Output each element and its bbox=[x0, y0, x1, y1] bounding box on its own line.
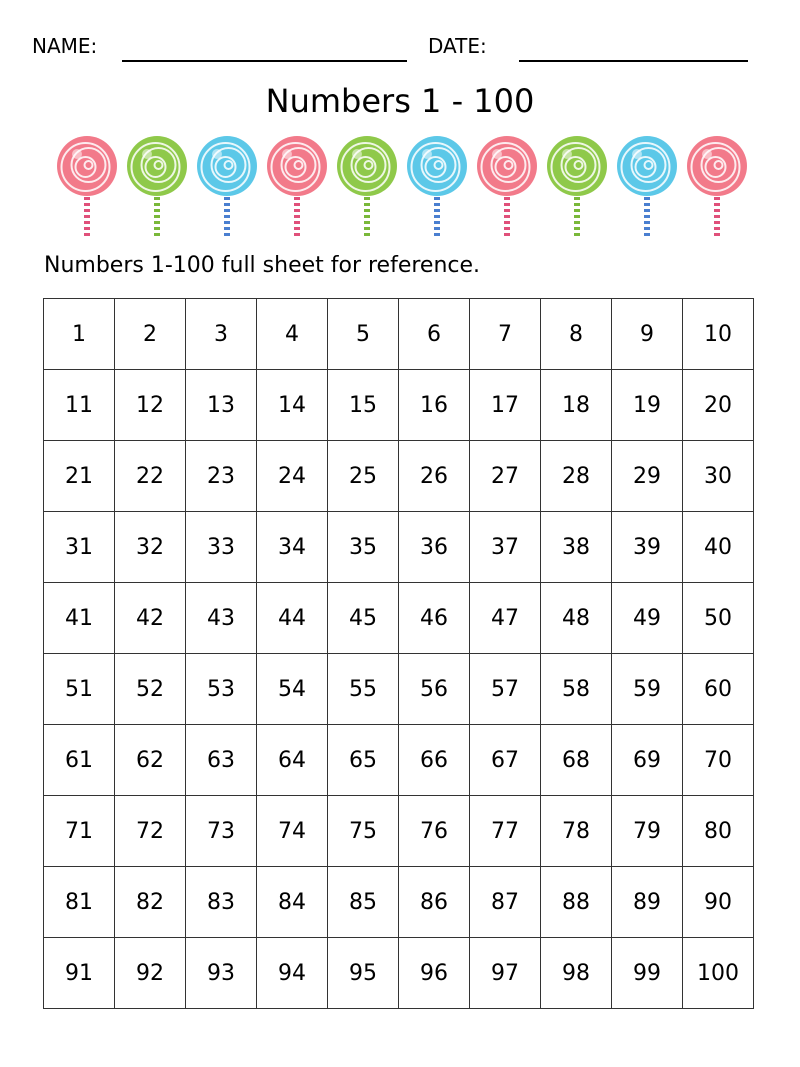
grid-cell: 20 bbox=[683, 370, 754, 441]
lollipop-icon bbox=[57, 136, 117, 239]
grid-row bbox=[44, 654, 754, 725]
grid-cell: 75 bbox=[328, 796, 399, 867]
grid-cell: 2 bbox=[115, 299, 186, 370]
grid-cell: 91 bbox=[44, 938, 115, 1009]
grid-cell: 70 bbox=[683, 725, 754, 796]
page-title: Numbers 1 - 100 bbox=[265, 82, 535, 120]
grid-cell: 92 bbox=[115, 938, 186, 1009]
grid-cell: 46 bbox=[399, 583, 470, 654]
date-field-line[interactable] bbox=[519, 60, 748, 62]
grid-cell: 94 bbox=[257, 938, 328, 1009]
grid-cell: 42 bbox=[115, 583, 186, 654]
grid-cell: 57 bbox=[470, 654, 541, 725]
grid-cell: 67 bbox=[470, 725, 541, 796]
grid-cell: 3 bbox=[186, 299, 257, 370]
grid-cell: 96 bbox=[399, 938, 470, 1009]
grid-cell: 84 bbox=[257, 867, 328, 938]
grid-cell: 88 bbox=[541, 867, 612, 938]
grid-cell: 4 bbox=[257, 299, 328, 370]
lollipop-icon bbox=[337, 136, 397, 239]
lollipop-icon bbox=[127, 136, 187, 239]
grid-cell: 77 bbox=[470, 796, 541, 867]
grid-cell: 11 bbox=[44, 370, 115, 441]
grid-cell: 17 bbox=[470, 370, 541, 441]
grid-cell: 32 bbox=[115, 512, 186, 583]
grid-cell: 55 bbox=[328, 654, 399, 725]
grid-cell: 28 bbox=[541, 441, 612, 512]
grid-row bbox=[44, 441, 754, 512]
grid-cell: 97 bbox=[470, 938, 541, 1009]
grid-cell: 69 bbox=[612, 725, 683, 796]
grid-cell: 89 bbox=[612, 867, 683, 938]
grid-cell: 73 bbox=[186, 796, 257, 867]
lollipop-icon bbox=[687, 136, 747, 239]
grid-row bbox=[44, 938, 754, 1009]
grid-cell: 62 bbox=[115, 725, 186, 796]
grid-cell: 79 bbox=[612, 796, 683, 867]
grid-cell: 63 bbox=[186, 725, 257, 796]
grid-cell: 43 bbox=[186, 583, 257, 654]
grid-cell: 9 bbox=[612, 299, 683, 370]
grid-cell: 68 bbox=[541, 725, 612, 796]
grid-cell: 66 bbox=[399, 725, 470, 796]
date-label: DATE: bbox=[428, 34, 487, 58]
grid-cell: 59 bbox=[612, 654, 683, 725]
grid-cell: 90 bbox=[683, 867, 754, 938]
grid-cell: 12 bbox=[115, 370, 186, 441]
grid-cell: 38 bbox=[541, 512, 612, 583]
grid-cell: 81 bbox=[44, 867, 115, 938]
grid-cell: 47 bbox=[470, 583, 541, 654]
grid-cell: 87 bbox=[470, 867, 541, 938]
lollipop-icon bbox=[477, 136, 537, 239]
grid-cell: 72 bbox=[115, 796, 186, 867]
grid-cell: 5 bbox=[328, 299, 399, 370]
grid-row bbox=[44, 299, 754, 370]
grid-cell: 39 bbox=[612, 512, 683, 583]
grid-cell: 37 bbox=[470, 512, 541, 583]
number-grid bbox=[43, 298, 754, 1009]
grid-cell: 82 bbox=[115, 867, 186, 938]
grid-cell: 51 bbox=[44, 654, 115, 725]
grid-cell: 24 bbox=[257, 441, 328, 512]
lollipop-icon bbox=[197, 136, 257, 239]
grid-cell: 25 bbox=[328, 441, 399, 512]
grid-cell: 16 bbox=[399, 370, 470, 441]
grid-cell: 56 bbox=[399, 654, 470, 725]
grid-cell: 40 bbox=[683, 512, 754, 583]
grid-cell: 98 bbox=[541, 938, 612, 1009]
grid-cell: 8 bbox=[541, 299, 612, 370]
grid-cell: 10 bbox=[683, 299, 754, 370]
grid-cell: 52 bbox=[115, 654, 186, 725]
subtitle: Numbers 1-100 full sheet for reference. bbox=[44, 253, 481, 278]
grid-cell: 78 bbox=[541, 796, 612, 867]
grid-cell: 65 bbox=[328, 725, 399, 796]
grid-cell: 85 bbox=[328, 867, 399, 938]
grid-cell: 95 bbox=[328, 938, 399, 1009]
grid-cell: 13 bbox=[186, 370, 257, 441]
lollipop-decoration bbox=[52, 136, 752, 242]
grid-cell: 18 bbox=[541, 370, 612, 441]
grid-cell: 30 bbox=[683, 441, 754, 512]
grid-cell: 23 bbox=[186, 441, 257, 512]
grid-cell: 36 bbox=[399, 512, 470, 583]
grid-row bbox=[44, 583, 754, 654]
grid-cell: 60 bbox=[683, 654, 754, 725]
grid-cell: 54 bbox=[257, 654, 328, 725]
grid-cell: 41 bbox=[44, 583, 115, 654]
grid-cell: 86 bbox=[399, 867, 470, 938]
grid-cell: 26 bbox=[399, 441, 470, 512]
grid-cell: 48 bbox=[541, 583, 612, 654]
grid-cell: 1 bbox=[44, 299, 115, 370]
grid-cell: 15 bbox=[328, 370, 399, 441]
grid-cell: 71 bbox=[44, 796, 115, 867]
grid-cell: 64 bbox=[257, 725, 328, 796]
lollipop-icon bbox=[547, 136, 607, 239]
lollipop-icon bbox=[407, 136, 467, 239]
name-label: NAME: bbox=[32, 34, 98, 58]
grid-cell: 22 bbox=[115, 441, 186, 512]
grid-row bbox=[44, 867, 754, 938]
grid-cell: 34 bbox=[257, 512, 328, 583]
grid-cell: 58 bbox=[541, 654, 612, 725]
grid-cell: 44 bbox=[257, 583, 328, 654]
grid-cell: 7 bbox=[470, 299, 541, 370]
grid-cell: 99 bbox=[612, 938, 683, 1009]
grid-row bbox=[44, 725, 754, 796]
lollipop-icon bbox=[617, 136, 677, 239]
grid-cell: 21 bbox=[44, 441, 115, 512]
grid-cell: 27 bbox=[470, 441, 541, 512]
grid-cell: 35 bbox=[328, 512, 399, 583]
grid-row bbox=[44, 512, 754, 583]
grid-cell: 100 bbox=[683, 938, 754, 1009]
grid-cell: 14 bbox=[257, 370, 328, 441]
grid-cell: 53 bbox=[186, 654, 257, 725]
grid-cell: 31 bbox=[44, 512, 115, 583]
grid-cell: 83 bbox=[186, 867, 257, 938]
grid-cell: 45 bbox=[328, 583, 399, 654]
grid-cell: 50 bbox=[683, 583, 754, 654]
grid-cell: 29 bbox=[612, 441, 683, 512]
grid-cell: 93 bbox=[186, 938, 257, 1009]
lollipop-icon bbox=[267, 136, 327, 239]
grid-cell: 19 bbox=[612, 370, 683, 441]
grid-cell: 33 bbox=[186, 512, 257, 583]
grid-row bbox=[44, 796, 754, 867]
grid-cell: 80 bbox=[683, 796, 754, 867]
name-field-line[interactable] bbox=[122, 60, 407, 62]
grid-cell: 61 bbox=[44, 725, 115, 796]
grid-row bbox=[44, 370, 754, 441]
grid-cell: 49 bbox=[612, 583, 683, 654]
grid-cell: 74 bbox=[257, 796, 328, 867]
grid-cell: 76 bbox=[399, 796, 470, 867]
grid-cell: 6 bbox=[399, 299, 470, 370]
